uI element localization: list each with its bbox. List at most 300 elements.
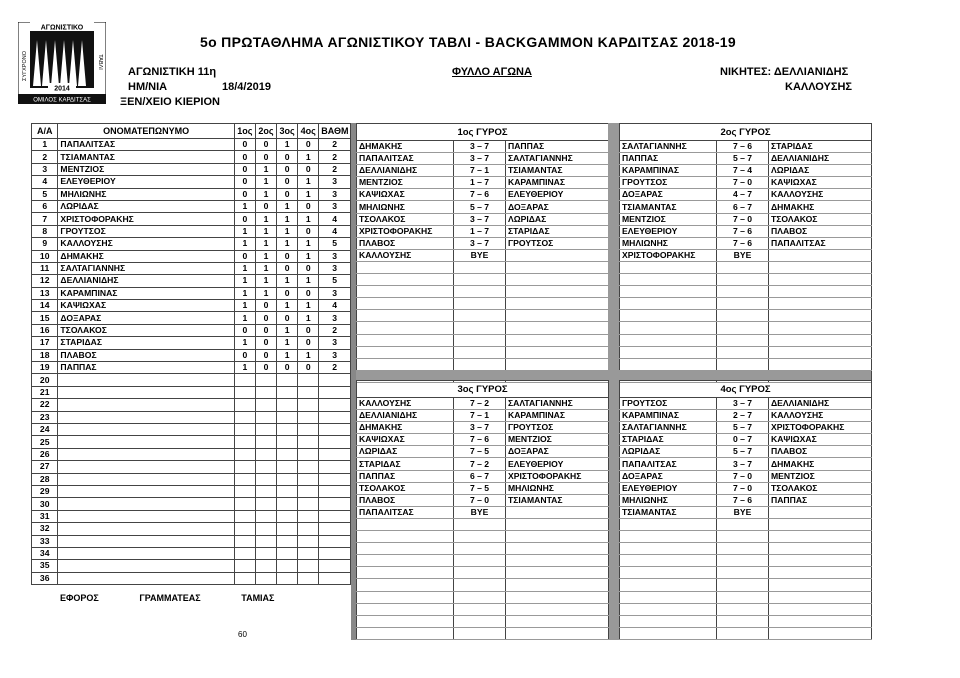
round-result: 0 bbox=[277, 287, 298, 299]
empty-row bbox=[620, 603, 872, 615]
match-score: 7 – 0 bbox=[454, 494, 506, 506]
round-result bbox=[298, 535, 319, 547]
round-result bbox=[234, 473, 255, 485]
player-away bbox=[506, 334, 609, 346]
empty-row bbox=[620, 579, 872, 591]
player-away bbox=[506, 579, 609, 591]
match-score bbox=[454, 298, 506, 310]
player-away: ΚΑΡΑΜΠΙΝΑΣ bbox=[506, 177, 609, 189]
match-row bbox=[357, 249, 609, 261]
empty-row bbox=[620, 274, 872, 286]
table-row bbox=[32, 461, 351, 473]
table-row bbox=[32, 151, 351, 163]
column-header: ΟΝΟΜΑΤΕΠΩΝΥΜΟ bbox=[58, 124, 234, 139]
round-result bbox=[255, 448, 276, 460]
round-label: ΑΓΩΝΙΣΤΙΚΗ 11η bbox=[128, 66, 217, 78]
match-score: 5 – 7 bbox=[717, 446, 769, 458]
table-row bbox=[32, 262, 351, 274]
round-result: 1 bbox=[298, 349, 319, 361]
table-row bbox=[32, 423, 351, 435]
player-name: ΤΣΟΛΑΚΟΣ bbox=[58, 324, 234, 336]
round-result bbox=[255, 485, 276, 497]
match-row bbox=[620, 506, 872, 518]
match-score: 7 – 0 bbox=[717, 213, 769, 225]
player-home bbox=[357, 579, 454, 591]
player-name: ΠΑΠΑΛΙΤΣΑΣ bbox=[58, 139, 234, 151]
logo-year: 2014 bbox=[54, 85, 70, 93]
round-result bbox=[277, 498, 298, 510]
round-result bbox=[277, 485, 298, 497]
column-header: 1ος bbox=[234, 124, 255, 139]
match-row bbox=[357, 434, 609, 446]
round-result bbox=[234, 448, 255, 460]
round-result bbox=[234, 423, 255, 435]
player-name: ΔΗΜΑΚΗΣ bbox=[58, 250, 234, 262]
player-away: ΔΕΛΛΙΑΝΙΔΗΣ bbox=[769, 153, 872, 165]
round-result: 1 bbox=[255, 250, 276, 262]
player-away: ΓΡΟΥΤΣΟΣ bbox=[506, 237, 609, 249]
player-away: ΣΤΑΡΙΔΑΣ bbox=[769, 141, 872, 153]
player-away: ΚΑΨΙΩΧΑΣ bbox=[769, 434, 872, 446]
points bbox=[319, 523, 351, 535]
player-away bbox=[769, 274, 872, 286]
points: 4 bbox=[319, 300, 351, 312]
round-result bbox=[298, 386, 319, 398]
round-result bbox=[234, 547, 255, 559]
match-score bbox=[717, 322, 769, 334]
player-name: ΚΑΡΑΜΠΙΝΑΣ bbox=[58, 287, 234, 299]
row-index: 21 bbox=[32, 386, 58, 398]
column-header: 2ος bbox=[255, 124, 276, 139]
round-result bbox=[298, 523, 319, 535]
match-row bbox=[620, 446, 872, 458]
table-row bbox=[32, 287, 351, 299]
points bbox=[319, 473, 351, 485]
player-away bbox=[506, 346, 609, 358]
round-result: 0 bbox=[255, 362, 276, 374]
match-row bbox=[620, 458, 872, 470]
player-away bbox=[506, 298, 609, 310]
empty-row bbox=[620, 591, 872, 603]
player-home bbox=[357, 322, 454, 334]
points bbox=[319, 485, 351, 497]
player-away bbox=[769, 310, 872, 322]
points: 3 bbox=[319, 337, 351, 349]
player-away: ΛΩΡΙΔΑΣ bbox=[769, 165, 872, 177]
match-row bbox=[620, 153, 872, 165]
empty-row bbox=[357, 310, 609, 322]
match-score: 6 – 7 bbox=[717, 201, 769, 213]
round-result bbox=[298, 572, 319, 584]
player-away bbox=[769, 615, 872, 627]
column-header: ΒΑΘΜ bbox=[319, 124, 351, 139]
table-row bbox=[32, 163, 351, 175]
round-result bbox=[255, 436, 276, 448]
match-row bbox=[620, 434, 872, 446]
match-score bbox=[717, 591, 769, 603]
round-result: 0 bbox=[277, 163, 298, 175]
match-score bbox=[454, 543, 506, 555]
match-score bbox=[454, 310, 506, 322]
round-result: 1 bbox=[255, 163, 276, 175]
round-result: 1 bbox=[234, 200, 255, 212]
round-result: 1 bbox=[298, 213, 319, 225]
player-home: ΔΕΛΛΙΑΝΙΔΗΣ bbox=[357, 410, 454, 422]
player-away: ΜΕΝΤΖΙΟΣ bbox=[506, 434, 609, 446]
round-result bbox=[298, 461, 319, 473]
player-home bbox=[357, 358, 454, 370]
row-index: 31 bbox=[32, 510, 58, 522]
round-result: 0 bbox=[255, 200, 276, 212]
round-result: 1 bbox=[234, 275, 255, 287]
table-row bbox=[32, 547, 351, 559]
table-row bbox=[32, 275, 351, 287]
match-score bbox=[454, 334, 506, 346]
round-result: 0 bbox=[234, 250, 255, 262]
player-home: ΕΛΕΥΘΕΡΙΟΥ bbox=[620, 482, 717, 494]
match-score bbox=[454, 615, 506, 627]
player-away bbox=[769, 249, 872, 261]
player-home: ΔΟΞΑΡΑΣ bbox=[620, 470, 717, 482]
empty-row bbox=[620, 518, 872, 530]
match-score bbox=[454, 261, 506, 273]
table-row bbox=[32, 213, 351, 225]
row-index: 9 bbox=[32, 238, 58, 250]
sheet-label: ΦΥΛΛΟ ΑΓΩΝΑ bbox=[452, 66, 532, 78]
table-row bbox=[32, 572, 351, 584]
round-result bbox=[255, 572, 276, 584]
player-name bbox=[58, 461, 234, 473]
player-home bbox=[620, 518, 717, 530]
points bbox=[319, 399, 351, 411]
player-home bbox=[357, 615, 454, 627]
row-index: 36 bbox=[32, 572, 58, 584]
player-away: ΣΑΛΤΑΓΙΑΝΝΗΣ bbox=[506, 153, 609, 165]
match-row bbox=[357, 141, 609, 153]
round-result bbox=[234, 386, 255, 398]
page-title: 5ο ΠΡΩΤΑΘΛΗΜΑ ΑΓΩΝΙΣΤΙΚΟΥ ΤΑΒΛΙ - BACKGAMMON ΚΑΡΔΙΤΣΑΣ 2018-19 bbox=[200, 34, 736, 50]
empty-row bbox=[357, 543, 609, 555]
match-score bbox=[454, 567, 506, 579]
match-score: 7 – 0 bbox=[717, 482, 769, 494]
round-result: 1 bbox=[255, 287, 276, 299]
player-home: ΠΑΠΑΛΙΤΣΑΣ bbox=[357, 153, 454, 165]
round-result: 0 bbox=[234, 349, 255, 361]
points: 4 bbox=[319, 225, 351, 237]
round-result: 0 bbox=[277, 188, 298, 200]
round-result: 1 bbox=[277, 300, 298, 312]
round-result bbox=[255, 510, 276, 522]
round-separator-horizontal bbox=[356, 370, 871, 380]
round-result bbox=[234, 374, 255, 386]
round-result bbox=[298, 485, 319, 497]
round-result: 0 bbox=[255, 151, 276, 163]
round-result bbox=[277, 510, 298, 522]
round-result bbox=[255, 498, 276, 510]
match-score: BYE bbox=[717, 506, 769, 518]
match-row bbox=[357, 225, 609, 237]
row-index: 6 bbox=[32, 200, 58, 212]
player-home bbox=[357, 555, 454, 567]
round-result bbox=[277, 399, 298, 411]
match-score: 7 – 2 bbox=[454, 458, 506, 470]
player-name: ΠΑΠΠΑΣ bbox=[58, 362, 234, 374]
match-score: 7 – 6 bbox=[717, 141, 769, 153]
table-row bbox=[32, 188, 351, 200]
empty-row bbox=[357, 531, 609, 543]
player-name: ΧΡΙΣΤΟΦΟΡΑΚΗΣ bbox=[58, 213, 234, 225]
round-result: 1 bbox=[234, 300, 255, 312]
round-result bbox=[298, 473, 319, 485]
match-score: 6 – 7 bbox=[454, 470, 506, 482]
player-away: ΧΡΙΣΤΟΦΟΡΑΚΗΣ bbox=[769, 422, 872, 434]
match-score bbox=[454, 531, 506, 543]
round-result: 0 bbox=[234, 188, 255, 200]
player-home: ΤΣΟΛΑΚΟΣ bbox=[357, 213, 454, 225]
empty-row bbox=[620, 286, 872, 298]
player-away: ΜΗΛΙΩΝΗΣ bbox=[506, 482, 609, 494]
match-score bbox=[717, 310, 769, 322]
points bbox=[319, 448, 351, 460]
player-name: ΚΑΨΙΩΧΑΣ bbox=[58, 300, 234, 312]
round-result: 0 bbox=[234, 151, 255, 163]
match-score bbox=[717, 543, 769, 555]
winners-label: ΝΙΚΗΤΕΣ: ΔΕΛΛΙΑΝΙΔΗΣ bbox=[720, 66, 849, 78]
row-index: 14 bbox=[32, 300, 58, 312]
match-row bbox=[620, 249, 872, 261]
round-title: 1ος ΓΥΡΟΣ bbox=[357, 124, 609, 141]
player-home: ΜΕΝΤΖΙΟΣ bbox=[620, 213, 717, 225]
round-result bbox=[298, 448, 319, 460]
player-away bbox=[506, 286, 609, 298]
round-result: 0 bbox=[277, 176, 298, 188]
player-away bbox=[506, 603, 609, 615]
match-score bbox=[717, 286, 769, 298]
match-score bbox=[454, 286, 506, 298]
table-row bbox=[32, 485, 351, 497]
match-score: 3 – 7 bbox=[454, 422, 506, 434]
points bbox=[319, 411, 351, 423]
row-index: 7 bbox=[32, 213, 58, 225]
table-row bbox=[32, 498, 351, 510]
match-score: 4 – 7 bbox=[717, 189, 769, 201]
logo-top-text: ΑΓΩΝΙΣΤΙΚΟ bbox=[40, 24, 84, 32]
round-result: 1 bbox=[234, 287, 255, 299]
player-home: ΔΕΛΛΙΑΝΙΔΗΣ bbox=[357, 165, 454, 177]
match-row bbox=[620, 189, 872, 201]
match-score bbox=[717, 346, 769, 358]
logo-left-text: ΣΥΓΧΡΟΝΟ bbox=[22, 51, 28, 81]
player-home bbox=[620, 615, 717, 627]
empty-row bbox=[620, 322, 872, 334]
match-score bbox=[717, 261, 769, 273]
row-index: 35 bbox=[32, 560, 58, 572]
player-away: ΚΑΛΛΟΥΣΗΣ bbox=[769, 189, 872, 201]
table-row bbox=[32, 312, 351, 324]
points bbox=[319, 423, 351, 435]
match-score: 7 – 2 bbox=[454, 398, 506, 410]
player-away bbox=[506, 543, 609, 555]
round-result: 1 bbox=[234, 362, 255, 374]
player-name: ΤΣΙΑΜΑΝΤΑΣ bbox=[58, 151, 234, 163]
row-index: 19 bbox=[32, 362, 58, 374]
player-name bbox=[58, 473, 234, 485]
table-row bbox=[32, 250, 351, 262]
points bbox=[319, 374, 351, 386]
player-name: ΚΑΛΛΟΥΣΗΣ bbox=[58, 238, 234, 250]
match-score bbox=[454, 591, 506, 603]
player-home: ΚΑΡΑΜΠΙΝΑΣ bbox=[620, 410, 717, 422]
round-title: 4ος ΓΥΡΟΣ bbox=[620, 381, 872, 398]
round-result: 1 bbox=[298, 176, 319, 188]
player-away: ΓΡΟΥΤΣΟΣ bbox=[506, 422, 609, 434]
round-result: 1 bbox=[277, 213, 298, 225]
player-home bbox=[620, 346, 717, 358]
empty-row bbox=[620, 310, 872, 322]
player-away bbox=[506, 591, 609, 603]
round-result: 0 bbox=[277, 250, 298, 262]
player-away bbox=[506, 615, 609, 627]
match-score bbox=[717, 555, 769, 567]
match-score: 3 – 7 bbox=[454, 153, 506, 165]
player-away: ΚΑΨΙΩΧΑΣ bbox=[769, 177, 872, 189]
player-home bbox=[620, 603, 717, 615]
round-result bbox=[277, 473, 298, 485]
round-result: 0 bbox=[255, 139, 276, 151]
player-away bbox=[769, 543, 872, 555]
ephor-label: ΕΦΟΡΟΣ bbox=[60, 593, 99, 603]
player-name bbox=[58, 523, 234, 535]
round-result bbox=[234, 560, 255, 572]
player-home bbox=[620, 531, 717, 543]
player-away bbox=[506, 322, 609, 334]
empty-row bbox=[357, 274, 609, 286]
date-label: ΗΜ/ΝΙΑ bbox=[128, 81, 168, 93]
match-row bbox=[620, 213, 872, 225]
player-name: ΔΟΞΑΡΑΣ bbox=[58, 312, 234, 324]
table-row bbox=[32, 535, 351, 547]
match-row bbox=[620, 201, 872, 213]
player-away: ΣΑΛΤΑΓΙΑΝΝΗΣ bbox=[506, 398, 609, 410]
match-row bbox=[620, 410, 872, 422]
empty-row bbox=[357, 579, 609, 591]
match-score bbox=[717, 334, 769, 346]
player-away: ΠΑΠΑΛΙΤΣΑΣ bbox=[769, 237, 872, 249]
player-home: ΧΡΙΣΤΟΦΟΡΑΚΗΣ bbox=[620, 249, 717, 261]
row-index: 28 bbox=[32, 473, 58, 485]
row-index: 24 bbox=[32, 423, 58, 435]
secretary-label: ΓΡΑΜΜΑΤΕΑΣ bbox=[139, 593, 201, 603]
player-away bbox=[769, 567, 872, 579]
round-result: 0 bbox=[298, 287, 319, 299]
points bbox=[319, 535, 351, 547]
round-result bbox=[277, 411, 298, 423]
points bbox=[319, 547, 351, 559]
player-away bbox=[769, 506, 872, 518]
player-away: ΠΛΑΒΟΣ bbox=[769, 225, 872, 237]
player-away bbox=[769, 286, 872, 298]
round-result: 1 bbox=[298, 151, 319, 163]
round-result: 0 bbox=[277, 262, 298, 274]
match-score: 7 – 4 bbox=[717, 165, 769, 177]
empty-row bbox=[620, 567, 872, 579]
match-score bbox=[717, 627, 769, 639]
empty-row bbox=[357, 261, 609, 273]
table-row bbox=[32, 337, 351, 349]
player-name: ΜΕΝΤΖΙΟΣ bbox=[58, 163, 234, 175]
match-score: 1 – 7 bbox=[454, 177, 506, 189]
player-away bbox=[506, 274, 609, 286]
empty-row bbox=[357, 627, 609, 639]
table-row bbox=[32, 176, 351, 188]
match-score: 3 – 7 bbox=[454, 141, 506, 153]
player-away bbox=[769, 334, 872, 346]
round-result: 1 bbox=[234, 337, 255, 349]
match-score bbox=[717, 603, 769, 615]
round-result: 0 bbox=[298, 200, 319, 212]
match-row bbox=[357, 177, 609, 189]
player-home: ΔΗΜΑΚΗΣ bbox=[357, 141, 454, 153]
table-row bbox=[32, 560, 351, 572]
row-index: 16 bbox=[32, 324, 58, 336]
table-row bbox=[32, 238, 351, 250]
match-score bbox=[454, 627, 506, 639]
match-score: 7 – 0 bbox=[717, 470, 769, 482]
row-index: 12 bbox=[32, 275, 58, 287]
round-result bbox=[234, 510, 255, 522]
player-away bbox=[769, 261, 872, 273]
player-home bbox=[357, 567, 454, 579]
match-score: 3 – 7 bbox=[454, 213, 506, 225]
match-row bbox=[620, 177, 872, 189]
player-away bbox=[506, 261, 609, 273]
table-row bbox=[32, 349, 351, 361]
empty-row bbox=[620, 261, 872, 273]
player-home: ΣΤΑΡΙΔΑΣ bbox=[357, 458, 454, 470]
table-row bbox=[32, 324, 351, 336]
round-result bbox=[234, 523, 255, 535]
player-away: ΕΛΕΥΘΕΡΙΟΥ bbox=[506, 458, 609, 470]
round-4 bbox=[619, 380, 871, 640]
round-result: 0 bbox=[234, 213, 255, 225]
player-home: ΔΟΞΑΡΑΣ bbox=[620, 189, 717, 201]
match-score: BYE bbox=[454, 249, 506, 261]
player-home bbox=[357, 274, 454, 286]
match-row bbox=[357, 410, 609, 422]
points bbox=[319, 386, 351, 398]
player-home bbox=[357, 310, 454, 322]
player-away: ΤΣΙΑΜΑΝΤΑΣ bbox=[506, 494, 609, 506]
table-row bbox=[32, 436, 351, 448]
match-row bbox=[357, 189, 609, 201]
round-result: 0 bbox=[255, 324, 276, 336]
empty-row bbox=[620, 358, 872, 370]
match-row bbox=[620, 225, 872, 237]
round-result bbox=[255, 523, 276, 535]
round-result bbox=[298, 498, 319, 510]
player-home: ΚΑΛΛΟΥΣΗΣ bbox=[357, 249, 454, 261]
round-result bbox=[298, 374, 319, 386]
row-index: 17 bbox=[32, 337, 58, 349]
empty-row bbox=[357, 298, 609, 310]
player-name bbox=[58, 572, 234, 584]
player-away: ΚΑΡΑΜΠΙΝΑΣ bbox=[506, 410, 609, 422]
player-home: ΠΑΠΠΑΣ bbox=[357, 470, 454, 482]
player-name: ΓΡΟΥΤΣΟΣ bbox=[58, 225, 234, 237]
player-away: ΔΟΞΑΡΑΣ bbox=[506, 446, 609, 458]
player-away bbox=[506, 506, 609, 518]
venue: ΞΕΝ/ΧΕΙΟ ΚΙΕΡΙΟΝ bbox=[120, 96, 220, 108]
